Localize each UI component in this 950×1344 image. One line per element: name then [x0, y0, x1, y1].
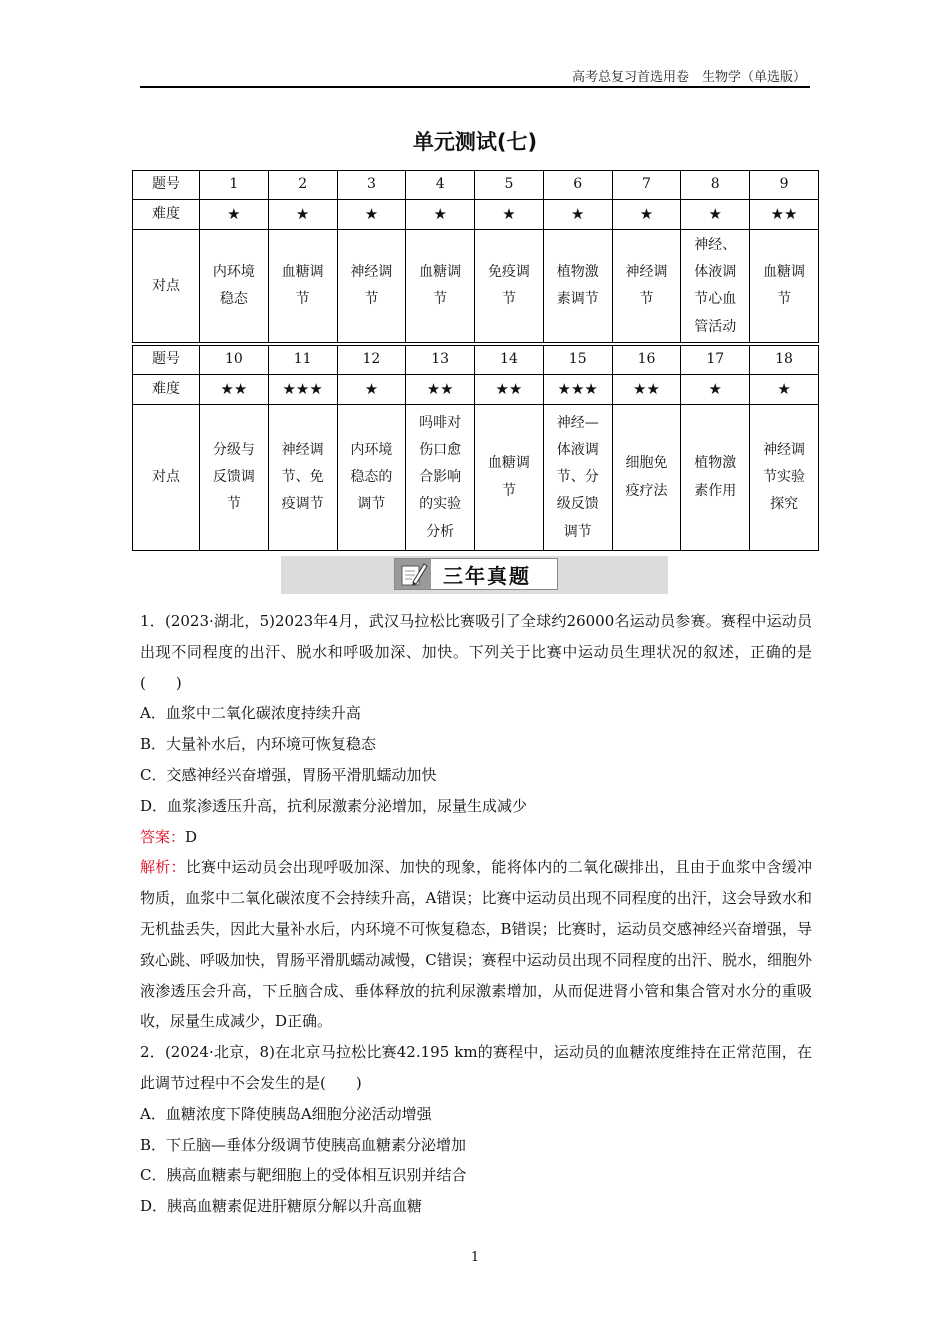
pencil-icon	[395, 559, 431, 589]
question-number: 9	[750, 171, 819, 200]
difficulty-stars: ★	[268, 200, 337, 230]
difficulty-stars: ★★★	[268, 375, 337, 405]
topic-cell: 血糖调节	[281, 263, 324, 308]
question-2-option-b: B．下丘脑—垂体分级调节使胰高血糖素分泌增加	[140, 1135, 467, 1154]
difficulty-table-1	[132, 170, 819, 343]
banner-text: 三年真题	[443, 564, 531, 588]
page-title: 单元测试(七)	[412, 130, 538, 154]
table-row	[133, 375, 819, 405]
topic-cell: 神经调节、免疫调节	[281, 441, 324, 513]
topic-cell: 免疫调节	[487, 263, 530, 308]
question-number: 10	[200, 346, 269, 375]
question-1-option-b: B．大量补水后，内环境可恢复稳态	[140, 735, 377, 754]
question-number: 17	[681, 346, 750, 375]
difficulty-stars: ★	[475, 200, 544, 230]
topic-cell: 神经调节	[625, 263, 668, 308]
question-2-option-d: D．胰高血糖素促进肝糖原分解以升高血糖	[140, 1197, 423, 1216]
question-1-stem: 1．(2023·湖北，5)2023年4月，武汉马拉松比赛吸引了全球约26000名运动员参赛。赛程中运动员出现不同程度的出汗、脱水和呼吸加深、加快。下列关于比赛中运动员生理状况的叙述，正确的是( )	[140, 612, 812, 692]
table-row	[133, 230, 819, 343]
question-1-option-d: D．血浆渗透压升高，抗利尿激素分泌增加，尿量生成减少	[140, 796, 528, 815]
answer-line	[140, 822, 812, 853]
row-label: 对点	[133, 230, 200, 343]
topic-cell: 吗啡对伤口愈合影响的实验分析	[419, 414, 462, 540]
question-number: 8	[681, 171, 750, 200]
topic-cell: 植物激素调节	[556, 263, 599, 308]
topic-cell: 血糖调节	[487, 455, 530, 499]
difficulty-stars: ★	[543, 200, 612, 230]
topic-cell: 神经调节实验探究	[763, 441, 806, 513]
analysis-paragraph	[140, 852, 812, 1037]
question-number: 15	[543, 346, 612, 375]
difficulty-stars: ★★	[406, 375, 475, 405]
difficulty-stars: ★★★	[543, 375, 612, 405]
topic-cell: 细胞免疫疗法	[625, 455, 668, 499]
row-label: 题号	[133, 346, 200, 375]
question-number: 12	[337, 346, 406, 375]
question-number: 1	[200, 171, 269, 200]
difficulty-stars: ★★	[612, 375, 681, 405]
analysis-text: 比赛中运动员会出现呼吸加深、加快的现象，能将体内的二氧化碳排出，且由于血浆中含缓冲物质，血浆中二氧化碳浓度不会持续升高，A错误；比赛中运动员出现不同程度的出汗，这会导致水和无机盐丢失，因此大量补水后，内环境不可恢复稳态，B错误；比赛时，运动员交感神经兴奋增强，导致心跳、呼吸加快，胃肠平滑肌蠕动减慢，C错误；赛程中运动员出现不同程度的出汗、脱水，细胞外液渗透压会升高，下丘脑合成、垂体释放的抗利尿激素增加，从而促进肾小管和集合管对水分的重吸收，尿量生成减少，D正确。	[140, 858, 812, 1031]
question-2-stem: 2．(2024·北京，8)在北京马拉松比赛42.195 km的赛程中，运动员的血糖浓度维持在正常范围，在此调节过程中不会发生的是( )	[140, 1043, 812, 1092]
difficulty-stars: ★★	[200, 375, 269, 405]
difficulty-stars: ★	[200, 200, 269, 230]
topic-cell: 分级与反馈调节	[212, 441, 255, 513]
difficulty-stars: ★	[681, 200, 750, 230]
difficulty-stars: ★★	[475, 375, 544, 405]
question-number: 2	[268, 171, 337, 200]
section-banner	[281, 556, 668, 594]
difficulty-table-2	[132, 345, 819, 551]
banner-box	[394, 558, 558, 590]
row-label: 难度	[133, 375, 200, 405]
row-label: 题号	[133, 171, 200, 200]
question-number: 11	[268, 346, 337, 375]
question-number: 5	[475, 171, 544, 200]
table-row	[133, 346, 819, 375]
question-1-option-c: C．交感神经兴奋增强，胃肠平滑肌蠕动加快	[140, 765, 437, 784]
topic-cell: 神经、体液调节心血管活动	[694, 236, 737, 335]
answer-label: 答案：	[140, 827, 186, 846]
question-number: 7	[612, 171, 681, 200]
difficulty-stars: ★	[681, 375, 750, 405]
question-1-option-a: A．血浆中二氧化碳浓度持续升高	[140, 704, 361, 723]
question-content	[140, 606, 812, 1222]
difficulty-stars: ★	[612, 200, 681, 230]
question-number: 4	[406, 171, 475, 200]
question-number: 14	[475, 346, 544, 375]
question-number: 16	[612, 346, 681, 375]
header-text: 高考总复习首选用卷 生物学（单选版）	[571, 70, 806, 85]
question-number: 13	[406, 346, 475, 375]
topic-cell: 内环境稳态的调节	[350, 441, 393, 513]
question-number: 18	[750, 346, 819, 375]
row-label: 难度	[133, 200, 200, 230]
difficulty-stars: ★	[750, 375, 819, 405]
row-label: 对点	[133, 405, 200, 551]
table-row	[133, 171, 819, 200]
topic-cell: 神经—体液调节、分级反馈调节	[556, 414, 599, 540]
topic-cell: 血糖调节	[763, 263, 806, 308]
page-number: 1	[470, 1250, 480, 1265]
difficulty-stars: ★★	[750, 200, 819, 230]
page-header	[140, 64, 810, 88]
topic-cell: 内环境稳态	[212, 263, 255, 308]
topic-cell: 血糖调节	[419, 263, 462, 308]
analysis-label: 解析：	[140, 858, 186, 877]
question-2-option-a: A．血糖浓度下降使胰岛A细胞分泌活动增强	[140, 1104, 432, 1123]
table-row	[133, 405, 819, 551]
topic-cell: 神经调节	[350, 263, 393, 308]
difficulty-stars: ★	[406, 200, 475, 230]
question-number: 6	[543, 171, 612, 200]
difficulty-stars: ★	[337, 200, 406, 230]
table-row	[133, 200, 819, 230]
answer-value: D	[185, 827, 198, 846]
question-number: 3	[337, 171, 406, 200]
question-2-option-c: C．胰高血糖素与靶细胞上的受体相互识别并结合	[140, 1166, 467, 1185]
difficulty-stars: ★	[337, 375, 406, 405]
topic-cell: 植物激素作用	[694, 455, 737, 499]
